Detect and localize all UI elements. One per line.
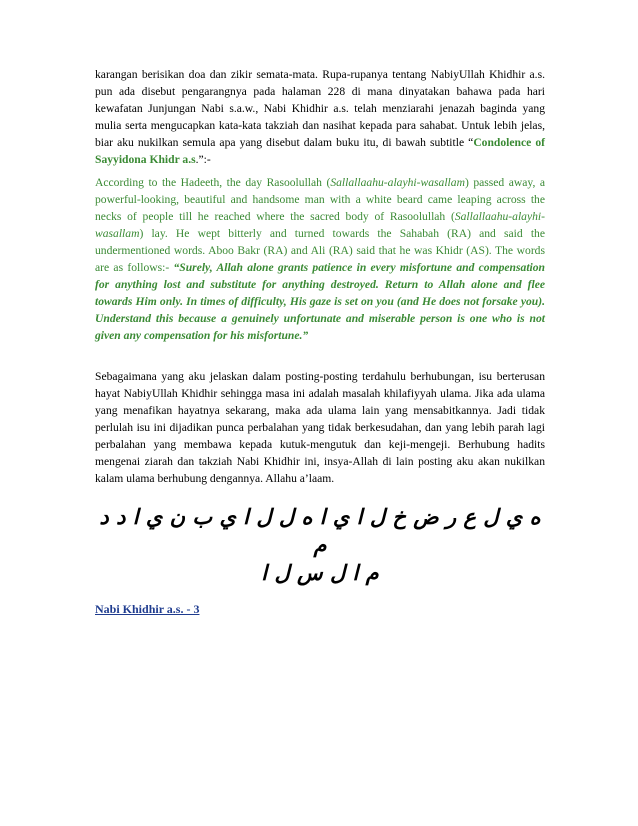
discussion-paragraph: Sebagaimana yang aku jelaskan dalam posting-posting terdahulu berhubungan, isu berterusan hayat NabiyUllah Khidhir sehingga masa ini adalah masalah khilafiyyah ulama. Jika ada ulama yang menafikan hayatnya sekarang, maka ada ulama lain yang mensabitkannya. Jadi tidak perlulah isu ini dijadikan punca perbalahan yang tidak berkesudahan, dan yang lebih parah lagi perbalahan yang membawa kepada kutuk-mengutuk dan keji-mengeji. Berhubung hadits mengenai ziarah dan takziah Nabi Khidhir ini, insya-Allah di lain posting aku akan nukilkan kalam ulama berhubung dengannya. Allahu a’laam. — [95, 369, 545, 486]
salutation-2: Sallallaahu-alayhi-wasallam — [95, 209, 545, 240]
intro-paragraph — [95, 66, 545, 169]
intro-text-end: .”:- — [195, 153, 211, 167]
hadeeth-text-3: ) lay. He wept bitterly and turned towards the Sahabah (RA) and said the undermentioned words. Aboo Bakr (RA) and Ali (RA) said that he was Khidr (AS). The words are as follows:- — [95, 226, 545, 275]
hadeeth-text-1: According to the Hadeeth, the day Rasoolullah ( — [95, 175, 331, 189]
arabic-line-1: ه ي ل ع ر ض خ ل ا ي ا ه ل ل ا ي ب ن ي ا د د م — [99, 505, 541, 558]
intro-text: karangan berisikan doa dan zikir semata-mata. Rupa-rupanya tentang NabiyUllah Khidhir a.s. pun ada disebut pengarangnya pada halaman 228 di mana dinyatakan bahawa pada hari kewafatan Junjungan Nabi s.a.w., Nabi Khidhir a.s. telah menziarahi jenazah baginda yang mulia serta mengucapkan kata-kata takziah dan nasihat kepada para sahabat. Untuk lebih jelas, biar aku nukilkan semula apa yang disebut dalam buku itu, di bawah subtitle “ — [95, 68, 545, 150]
arabic-salutation — [95, 503, 545, 587]
khidr-quote: “Surely, Allah alone grants patience in every misfortune and compensation for anything lost and substitute for anything destroyed. Return to Allah alone and flee towards Him only. In times of difficulty, His gaze is set on you (and He does not forsake you). Understand this because a genuinely unfortunate and miserable person is one who is not given any compensation for his misfortune.” — [95, 261, 546, 343]
hadeeth-paragraph — [95, 174, 545, 345]
next-post-link[interactable]: Nabi Khidhir a.s. - 3 — [95, 602, 200, 617]
arabic-line-2: م ا ل س ل ا — [261, 561, 379, 586]
hadeeth-text-2: ) passed away, a powerful-looking, beautiful and handsome man with a white beard came leaping across the necks of people till he reached where the sacred body of Rasoolullah ( — [95, 175, 545, 223]
salutation-1: Sallallaahu-alayhi-wasallam — [330, 175, 465, 189]
condolence-subtitle: Condolence of Sayyidona Khidr a.s — [95, 136, 546, 167]
document-page — [95, 66, 545, 618]
